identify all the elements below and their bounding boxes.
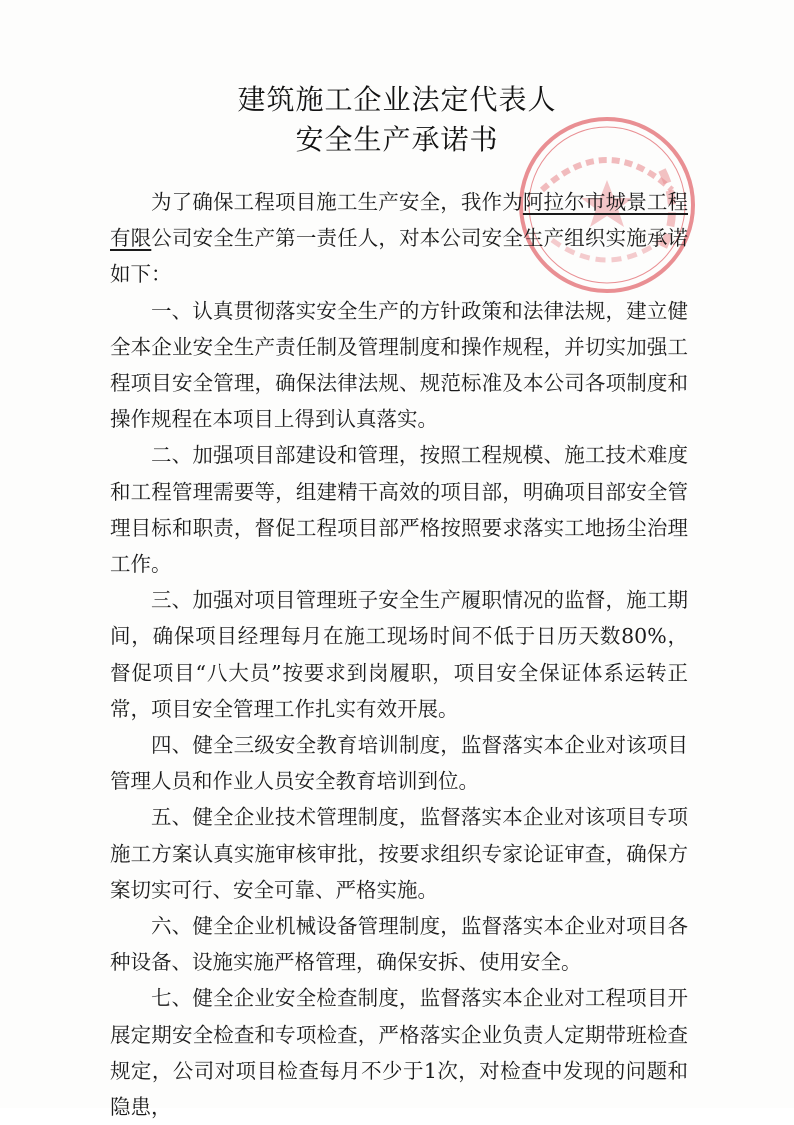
commitment-item-7: 七、健全企业安全检查制度，监督落实本企业对工程项目开展定期安全检查和专项检查，严格落实企业负责人定期带班检查规定，公司对项目检查每月不少于1次，对检查中发现的问题和隐患， — [110, 986, 688, 1120]
document-body — [110, 184, 688, 1125]
commitment-item-2: 二、加强项目部建设和管理，按照工程规模、施工技术难度和工程管理需要等，组建精干高效的项目部，明确项目部安全管理目标和职责，督促工程项目部严格按照要求落实工地扬尘治理工作。 — [110, 443, 688, 577]
commitment-item-4: 四、健全三级安全教育培训制度，监督落实本企业对该项目管理人员和作业人员安全教育培训到位。 — [110, 733, 688, 794]
commitment-item-3: 三、加强对项目管理班子安全生产履职情况的监督，施工期间，确保项目经理每月在施工现场时间不低于日历天数80%，督促项目“八大员”按要求到岗履职，项目安全保证体系运转正常，项目安全管理工作扎实有效开展。 — [110, 588, 688, 721]
title-line-2: 安全生产承诺书 — [295, 123, 499, 156]
title-line-1: 建筑施工企业法定代表人 — [237, 83, 557, 116]
intro-before: 为了确保工程项目施工生产安全，我作为 — [151, 190, 523, 214]
company-name-part1: 阿拉尔市城景工程 — [522, 190, 689, 214]
company-name-part2: 有限 — [110, 226, 152, 251]
commitment-item-5: 五、健全企业技术管理制度，监督落实本企业对该项目专项施工方案认真实施审核审批，按要求组织专家论证审查，确保方案切实可行、安全可靠、严格实施。 — [110, 805, 688, 902]
commitment-item-1: 一、认真贯彻落实安全生产的方针政策和法律法规，建立健全本企业安全生产责任制及管理制度和操作规程，并切实加强工程项目安全管理，确保法律法规、规范标准及本公司各项制度和操作规程在本项目上得到认真落实。 — [110, 298, 688, 432]
intro-paragraph — [110, 184, 688, 293]
intro-after: 公司安全生产第一责任人，对本公司安全生产组织实施承诺如下： — [110, 226, 688, 287]
commitment-item-6: 六、健全企业机械设备管理制度，监督落实本企业对项目各种设备、设施实施严格管理，确保安拆、使用安全。 — [110, 914, 688, 975]
